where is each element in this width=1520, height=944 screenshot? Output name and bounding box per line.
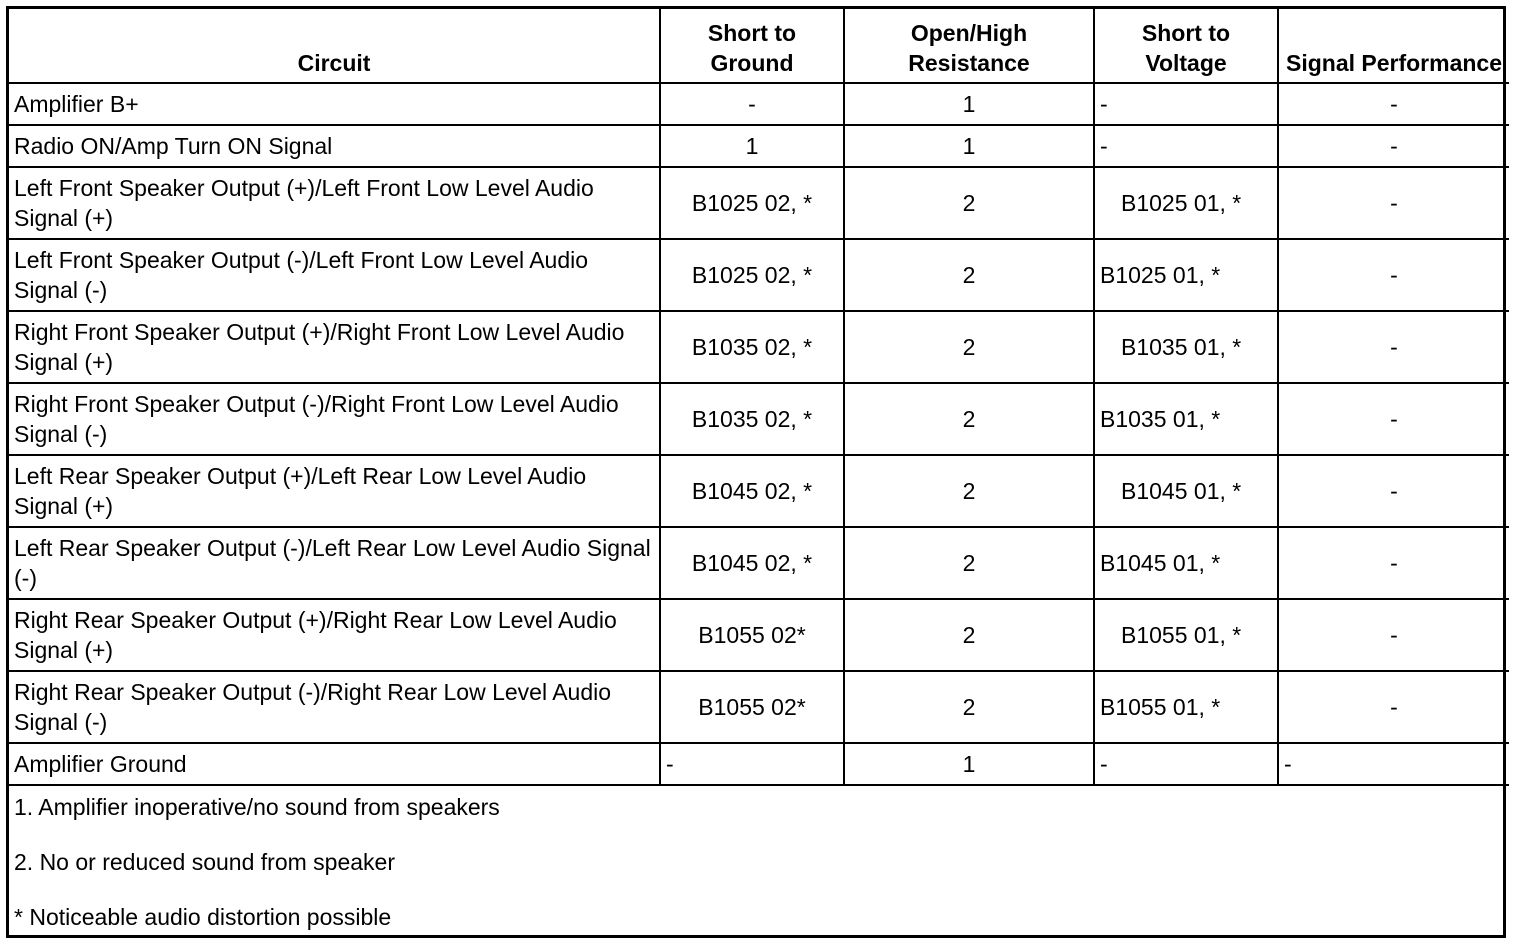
cell-short-to-voltage: B1025 01, * <box>1094 167 1278 239</box>
cell-short-to-voltage: - <box>1094 83 1278 125</box>
cell-open-high-resistance: 2 <box>844 167 1094 239</box>
footnote-asterisk: * Noticeable audio distortion possible <box>14 904 392 930</box>
table-row <box>9 455 1509 527</box>
header-short-to-ground: Short to Ground <box>660 9 844 83</box>
footnote-1: 1. Amplifier inoperative/no sound from speakers <box>14 794 500 820</box>
table-row <box>9 239 1509 311</box>
cell-short-to-ground: B1035 02, * <box>660 311 844 383</box>
cell-open-high-resistance: 1 <box>844 743 1094 785</box>
cell-circuit: Amplifier B+ <box>9 83 660 125</box>
cell-open-high-resistance: 2 <box>844 599 1094 671</box>
circuit-diagnostic-table <box>9 9 1509 942</box>
cell-circuit: Right Front Speaker Output (+)/Right Front Low Level Audio Signal (+) <box>9 311 660 383</box>
cell-circuit: Right Rear Speaker Output (+)/Right Rear Low Level Audio Signal (+) <box>9 599 660 671</box>
cell-circuit: Amplifier Ground <box>9 743 660 785</box>
table-row <box>9 167 1509 239</box>
table-row <box>9 383 1509 455</box>
cell-short-to-ground: 1 <box>660 125 844 167</box>
cell-short-to-ground: B1045 02, * <box>660 527 844 599</box>
table-row <box>9 599 1509 671</box>
cell-circuit: Left Front Speaker Output (-)/Left Front Low Level Audio Signal (-) <box>9 239 660 311</box>
table-header-row <box>9 9 1509 83</box>
cell-short-to-voltage: B1035 01, * <box>1094 311 1278 383</box>
cell-circuit: Left Front Speaker Output (+)/Left Front Low Level Audio Signal (+) <box>9 167 660 239</box>
cell-signal-performance: - <box>1278 599 1509 671</box>
header-signal-performance: Signal Performance <box>1278 9 1509 83</box>
cell-circuit: Left Rear Speaker Output (-)/Left Rear Low Level Audio Signal (-) <box>9 527 660 599</box>
cell-short-to-ground: B1025 02, * <box>660 239 844 311</box>
notes-row <box>9 785 1509 942</box>
cell-short-to-ground: B1055 02* <box>660 671 844 743</box>
cell-open-high-resistance: 1 <box>844 125 1094 167</box>
cell-signal-performance: - <box>1278 527 1509 599</box>
cell-short-to-voltage: - <box>1094 125 1278 167</box>
cell-short-to-voltage: B1055 01, * <box>1094 671 1278 743</box>
cell-circuit: Right Front Speaker Output (-)/Right Front Low Level Audio Signal (-) <box>9 383 660 455</box>
table-row <box>9 83 1509 125</box>
cell-short-to-ground: - <box>660 743 844 785</box>
cell-short-to-ground: B1035 02, * <box>660 383 844 455</box>
table-row <box>9 527 1509 599</box>
cell-short-to-ground: B1045 02, * <box>660 455 844 527</box>
diagnostic-table-document <box>6 6 1506 938</box>
cell-open-high-resistance: 2 <box>844 527 1094 599</box>
cell-circuit: Right Rear Speaker Output (-)/Right Rear Low Level Audio Signal (-) <box>9 671 660 743</box>
table-row <box>9 125 1509 167</box>
cell-short-to-voltage: B1055 01, * <box>1094 599 1278 671</box>
header-open-high-resistance: Open/High Resistance <box>844 9 1094 83</box>
cell-open-high-resistance: 1 <box>844 83 1094 125</box>
cell-short-to-voltage: B1045 01, * <box>1094 455 1278 527</box>
cell-signal-performance: - <box>1278 125 1509 167</box>
cell-short-to-voltage: - <box>1094 743 1278 785</box>
cell-open-high-resistance: 2 <box>844 383 1094 455</box>
cell-short-to-voltage: B1045 01, * <box>1094 527 1278 599</box>
cell-open-high-resistance: 2 <box>844 671 1094 743</box>
table-row <box>9 743 1509 785</box>
cell-open-high-resistance: 2 <box>844 455 1094 527</box>
cell-circuit: Radio ON/Amp Turn ON Signal <box>9 125 660 167</box>
cell-signal-performance: - <box>1278 239 1509 311</box>
cell-signal-performance: - <box>1278 311 1509 383</box>
cell-short-to-voltage: B1025 01, * <box>1094 239 1278 311</box>
cell-short-to-ground: B1055 02* <box>660 599 844 671</box>
cell-circuit: Left Rear Speaker Output (+)/Left Rear Low Level Audio Signal (+) <box>9 455 660 527</box>
notes-cell <box>9 785 1509 942</box>
cell-signal-performance: - <box>1278 167 1509 239</box>
cell-signal-performance: - <box>1278 83 1509 125</box>
cell-signal-performance: - <box>1278 743 1509 785</box>
cell-open-high-resistance: 2 <box>844 239 1094 311</box>
cell-short-to-ground: - <box>660 83 844 125</box>
cell-open-high-resistance: 2 <box>844 311 1094 383</box>
table-row <box>9 311 1509 383</box>
footnote-2: 2. No or reduced sound from speaker <box>14 849 395 875</box>
header-circuit: Circuit <box>9 9 660 83</box>
header-short-to-voltage: Short to Voltage <box>1094 9 1278 83</box>
cell-short-to-ground: B1025 02, * <box>660 167 844 239</box>
cell-short-to-voltage: B1035 01, * <box>1094 383 1278 455</box>
cell-signal-performance: - <box>1278 383 1509 455</box>
cell-signal-performance: - <box>1278 455 1509 527</box>
table-row <box>9 671 1509 743</box>
cell-signal-performance: - <box>1278 671 1509 743</box>
